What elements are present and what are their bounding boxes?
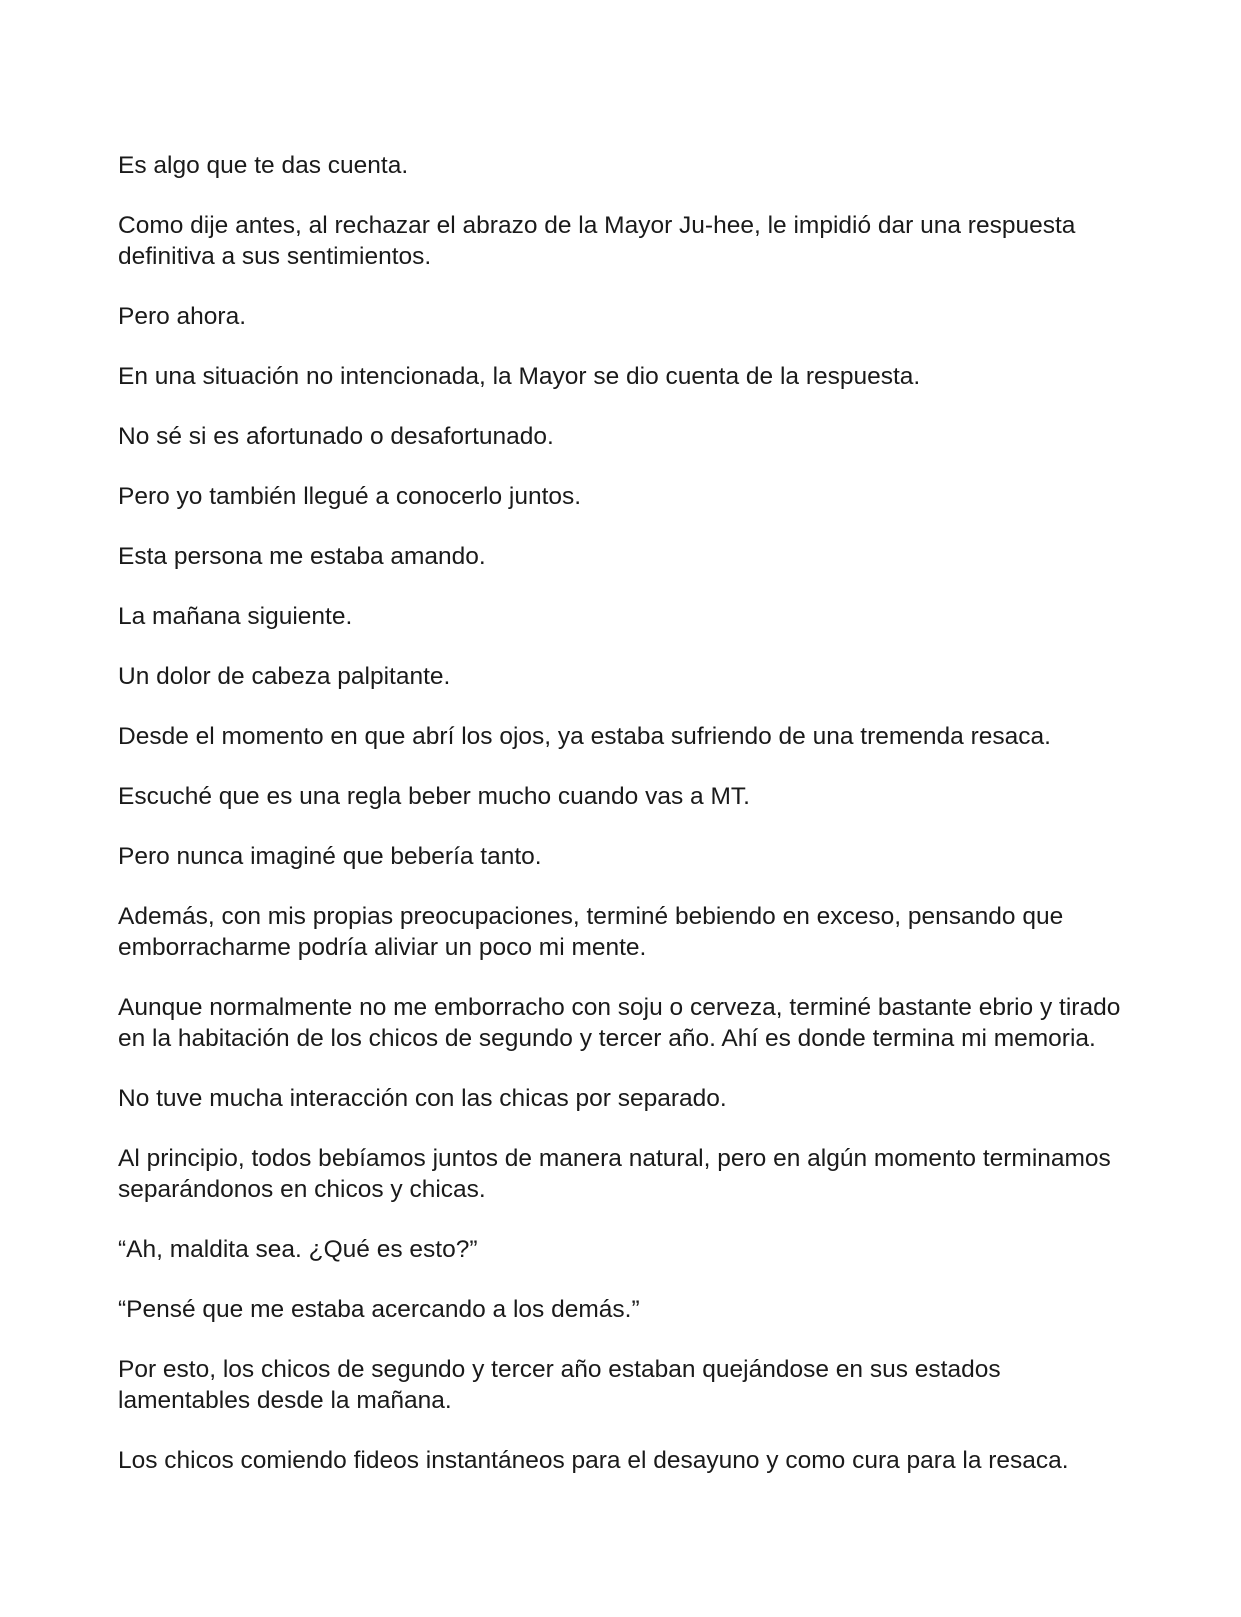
paragraph: Por esto, los chicos de segundo y tercer año estaban quejándose en sus estados lamentables desde la mañana. xyxy=(118,1356,1001,1414)
paragraph: “Ah, maldita sea. ¿Qué es esto?” xyxy=(118,1236,478,1263)
paragraph: Desde el momento en que abrí los ojos, ya estaba sufriendo de una tremenda resaca. xyxy=(118,723,1051,750)
paragraph: Al principio, todos bebíamos juntos de manera natural, pero en algún momento terminamos separándonos en chicos y chicas. xyxy=(118,1145,1111,1203)
paragraph: Pero nunca imaginé que bebería tanto. xyxy=(118,843,542,870)
paragraph: Es algo que te das cuenta. xyxy=(118,152,409,179)
paragraph: Los chicos comiendo fideos instantáneos para el desayuno y como cura para la resaca. xyxy=(118,1447,1069,1474)
paragraph: Pero yo también llegué a conocerlo juntos. xyxy=(118,483,582,510)
document-body xyxy=(118,150,1128,1505)
paragraph: “Pensé que me estaba acercando a los demás.” xyxy=(118,1296,640,1323)
paragraph: No tuve mucha interacción con las chicas por separado. xyxy=(118,1085,727,1112)
paragraph: La mañana siguiente. xyxy=(118,603,353,630)
paragraph: Pero ahora. xyxy=(118,303,247,330)
paragraph: Un dolor de cabeza palpitante. xyxy=(118,663,451,690)
paragraph: En una situación no intencionada, la Mayor se dio cuenta de la respuesta. xyxy=(118,363,921,390)
paragraph: Escuché que es una regla beber mucho cuando vas a MT. xyxy=(118,783,750,810)
paragraph: Aunque normalmente no me emborracho con soju o cerveza, terminé bastante ebrio y tirado en la habitación de los chicos de segundo y tercer año. Ahí es donde termina mi memoria. xyxy=(118,994,1121,1052)
paragraph: Esta persona me estaba amando. xyxy=(118,543,486,570)
paragraph: Además, con mis propias preocupaciones, terminé bebiendo en exceso, pensando que emborracharme podría aliviar un poco mi mente. xyxy=(118,903,1064,961)
paragraph: No sé si es afortunado o desafortunado. xyxy=(118,423,554,450)
paragraph: Como dije antes, al rechazar el abrazo de la Mayor Ju-hee, le impidió dar una respuesta definitiva a sus sentimientos. xyxy=(118,212,1076,270)
